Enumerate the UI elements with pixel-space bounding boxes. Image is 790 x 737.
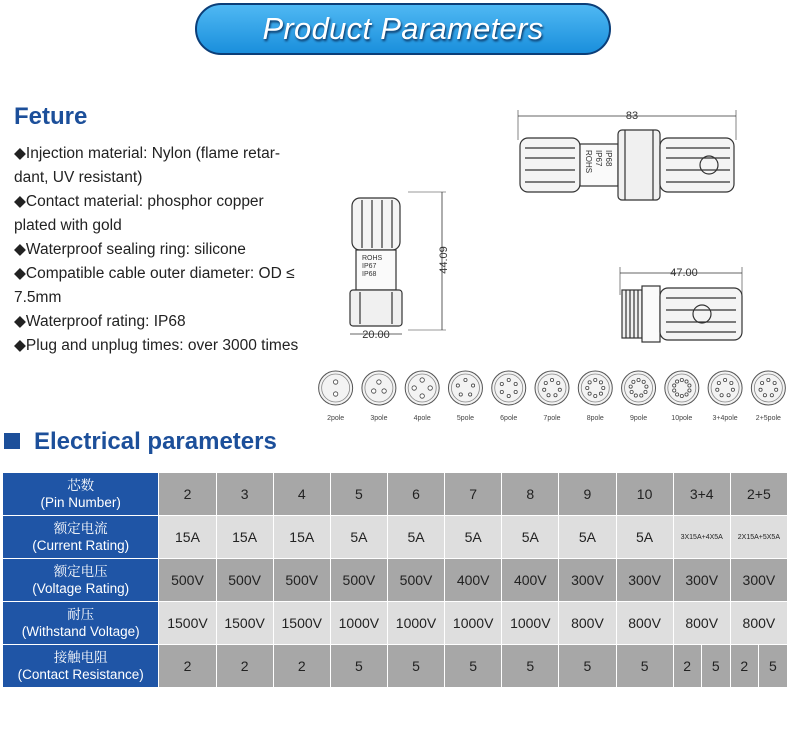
table-cell: 3 xyxy=(216,473,273,516)
pin-contact xyxy=(630,390,633,393)
pin-contact xyxy=(770,394,773,397)
pin-face-icon xyxy=(751,371,785,405)
pin-contact xyxy=(420,394,424,398)
pin-layout-label: 6pole xyxy=(500,415,518,422)
pin-contact xyxy=(412,386,416,390)
marking-ip68-vertical: IP68 xyxy=(362,271,377,278)
pin-contact xyxy=(731,388,734,391)
pin-contact xyxy=(773,381,776,384)
pin-contact xyxy=(544,381,547,384)
table-cell: 300V xyxy=(730,559,787,602)
pin-layout-9pole xyxy=(622,371,656,422)
dim-diameter-label: 20.00 xyxy=(362,329,390,341)
table-cell: 6 xyxy=(387,473,444,516)
table-cell: 300V xyxy=(616,559,673,602)
pin-contact xyxy=(599,381,602,384)
table-cell: 4 xyxy=(273,473,330,516)
table-cell: 800V xyxy=(673,602,730,645)
pin-contact xyxy=(507,378,510,381)
pin-contact xyxy=(514,390,517,393)
marking-rohs: ROHS xyxy=(584,150,593,174)
pin-contact xyxy=(599,392,602,395)
pin-contact xyxy=(629,385,632,388)
table-row-current-rating xyxy=(3,516,788,559)
pin-layout-label: 7pole xyxy=(543,415,561,422)
marking-ip67-vertical: IP67 xyxy=(362,263,377,270)
feature-line: ◆Compatible cable outer diameter: OD ≤ xyxy=(14,265,295,282)
pin-layout-label: 5pole xyxy=(456,415,475,422)
pin-contact xyxy=(464,378,467,381)
dim-length-label: 83 xyxy=(625,110,639,122)
pin-contact xyxy=(727,394,730,397)
pin-contact xyxy=(644,390,647,393)
electrical-title: Electrical parameters xyxy=(34,428,277,455)
pin-layout-4pole xyxy=(405,371,439,422)
table-cell: 500V xyxy=(273,559,330,602)
table-cell: 2 xyxy=(673,645,701,688)
row-header: 额定电压 (Voltage Rating) xyxy=(3,559,159,602)
pin-contact xyxy=(500,382,503,385)
feature-line: ◆Waterproof rating: IP68 xyxy=(14,313,186,330)
table-cell: 5 xyxy=(701,645,730,688)
inline-connector-drawing xyxy=(518,110,736,200)
marking-ip67: IP67 xyxy=(594,150,603,167)
pin-contact xyxy=(550,378,553,381)
pin-contact xyxy=(588,392,591,395)
pin-layout-2+5pole xyxy=(751,371,785,422)
table-cell: 300V xyxy=(559,559,616,602)
feature-line: ◆Injection material: Nylon (flame retar- xyxy=(14,145,281,162)
pin-contact xyxy=(720,394,723,397)
pin-contact xyxy=(588,381,591,384)
table-cell: 500V xyxy=(387,559,444,602)
pin-layout-row xyxy=(314,368,790,428)
pin-layout-label: 9pole xyxy=(629,415,648,422)
pin-contact xyxy=(514,382,517,385)
pin-contact xyxy=(543,388,546,391)
pin-contact xyxy=(372,389,376,393)
pin-layout-5pole xyxy=(448,371,482,422)
pin-contact xyxy=(554,394,557,397)
table-cell: 500V xyxy=(159,559,216,602)
table-cell: 1500V xyxy=(159,602,216,645)
pin-contact xyxy=(673,389,676,392)
table-row-contact-resistance xyxy=(3,645,788,688)
feature-list xyxy=(14,142,326,358)
table-cell: 5 xyxy=(559,645,616,688)
electrical-parameters-table xyxy=(2,472,788,688)
table-cell: 15A xyxy=(216,516,273,559)
pin-layout-2pole xyxy=(319,371,353,422)
table-cell: 1000V xyxy=(387,602,444,645)
pin-layout-label: 3+4pole xyxy=(712,415,738,422)
table-cell: 5A xyxy=(502,516,559,559)
table-cell: 3X15A+4X5A xyxy=(673,516,730,559)
pin-layout-label: 8pole xyxy=(586,415,604,422)
pin-contact xyxy=(459,393,462,396)
table-row-voltage-rating xyxy=(3,559,788,602)
pin-contact xyxy=(642,380,645,383)
table-row-withstand-voltage xyxy=(3,602,788,645)
feature-line: plated with gold xyxy=(14,217,122,234)
table-row-pin-number xyxy=(3,473,788,516)
table-cell: 3+4 xyxy=(673,473,730,516)
table-cell: 5A xyxy=(445,516,502,559)
pin-layout-3pole xyxy=(362,371,396,422)
pin-contact xyxy=(547,394,550,397)
table-cell: 2 xyxy=(273,645,330,688)
table-cell: 7 xyxy=(445,473,502,516)
pin-contact xyxy=(730,381,733,384)
pin-contact xyxy=(558,388,561,391)
table-cell: 8 xyxy=(502,473,559,516)
pin-face-icon xyxy=(665,371,699,405)
table-cell: 15A xyxy=(273,516,330,559)
pin-contact xyxy=(640,394,643,397)
row-header: 芯数 (Pin Number) xyxy=(3,473,159,516)
table-cell: 10 xyxy=(616,473,673,516)
feature-line: ◆Plug and unplug times: over 3000 times xyxy=(14,337,299,354)
row-header: 耐压 (Withstand Voltage) xyxy=(3,602,159,645)
pin-layout-label: 10pole xyxy=(671,415,693,422)
pin-layout-label: 2pole xyxy=(327,415,345,422)
pin-contact xyxy=(775,388,778,391)
table-cell: 800V xyxy=(559,602,616,645)
pin-layout-label: 3pole xyxy=(370,415,388,422)
table-cell: 400V xyxy=(502,559,559,602)
pin-layout-3+4pole xyxy=(708,371,742,422)
table-cell: 500V xyxy=(330,559,387,602)
pin-layout-label: 4pole xyxy=(413,415,431,422)
dim-side-label: 47.00 xyxy=(670,267,698,279)
table-cell: 500V xyxy=(216,559,273,602)
pin-contact xyxy=(333,392,337,396)
pin-contact xyxy=(634,394,637,397)
pin-contact xyxy=(586,386,589,389)
feature-line: ◆Waterproof sealing ring: silicone xyxy=(14,241,246,258)
pin-contact xyxy=(685,380,688,383)
table-cell: 15A xyxy=(159,516,216,559)
pin-contact xyxy=(723,378,726,381)
pin-contact xyxy=(759,388,762,391)
table-cell: 2+5 xyxy=(730,473,787,516)
pin-contact xyxy=(688,384,691,387)
table-cell: 5A xyxy=(387,516,444,559)
pin-contact xyxy=(676,380,679,383)
pin-face-icon xyxy=(492,371,526,405)
table-cell: 5 xyxy=(330,645,387,688)
pin-contact xyxy=(471,384,474,387)
pin-contact xyxy=(632,380,635,383)
pin-face-icon xyxy=(535,371,569,405)
feature-line: ◆Contact material: phosphor copper xyxy=(14,193,264,210)
pin-face-icon xyxy=(319,371,353,405)
pin-contact xyxy=(456,384,459,387)
pin-layout-6pole xyxy=(492,371,526,422)
table-cell: 9 xyxy=(559,473,616,516)
table-cell: 2 xyxy=(216,645,273,688)
pin-contact xyxy=(557,381,560,384)
pin-contact xyxy=(602,386,605,389)
table-cell: 2X15A+5X5A xyxy=(730,516,787,559)
pin-contact xyxy=(594,394,597,397)
table-cell: 300V xyxy=(673,559,730,602)
table-cell: 5A xyxy=(330,516,387,559)
table-cell: 5 xyxy=(330,473,387,516)
pin-contact xyxy=(680,394,683,397)
pin-contact xyxy=(761,381,764,384)
banner-title: Product Parameters xyxy=(262,11,544,46)
table-cell: 2 xyxy=(159,645,216,688)
pin-face-icon xyxy=(362,371,396,405)
pin-face-icon xyxy=(622,371,656,405)
pin-contact xyxy=(594,378,597,381)
product-parameters-banner xyxy=(195,3,611,55)
feature-line: 7.5mm xyxy=(14,289,62,306)
pin-contact xyxy=(645,385,648,388)
pin-contact xyxy=(420,378,424,382)
marking-rohs-vertical: ROHS xyxy=(362,255,383,262)
table-cell: 5 xyxy=(445,645,502,688)
row-header: 接触电阻 (Contact Resistance) xyxy=(3,645,159,688)
pin-contact xyxy=(685,393,688,396)
pin-contact xyxy=(763,394,766,397)
table-cell: 1000V xyxy=(445,602,502,645)
pin-contact xyxy=(428,386,432,390)
pin-face-icon xyxy=(708,371,742,405)
table-cell: 400V xyxy=(445,559,502,602)
dim-height-label: 44.09 xyxy=(438,246,450,274)
table-cell: 1000V xyxy=(330,602,387,645)
table-cell: 2 xyxy=(159,473,216,516)
table-cell: 5 xyxy=(502,645,559,688)
table-cell: 5A xyxy=(616,516,673,559)
pin-contact xyxy=(637,378,640,381)
pin-contact xyxy=(673,384,676,387)
table-cell: 1000V xyxy=(502,602,559,645)
pin-contact xyxy=(676,393,679,396)
pin-contact xyxy=(767,378,770,381)
table-cell: 5 xyxy=(387,645,444,688)
pin-contact xyxy=(507,394,510,397)
feature-line: dant, UV resistant) xyxy=(14,169,143,186)
pin-contact xyxy=(717,381,720,384)
pin-contact xyxy=(469,393,472,396)
pin-layout-8pole xyxy=(578,371,612,422)
table-cell: 800V xyxy=(616,602,673,645)
section-marker xyxy=(4,433,20,449)
pin-contact xyxy=(500,390,503,393)
table-cell: 800V xyxy=(730,602,787,645)
pin-layout-10pole xyxy=(665,371,699,422)
pin-contact xyxy=(333,380,337,384)
pin-layout-7pole xyxy=(535,371,569,422)
pin-contact xyxy=(716,388,719,391)
pin-layout-label: 2+5pole xyxy=(755,415,781,422)
row-header: 额定电流 (Current Rating) xyxy=(3,516,159,559)
pin-contact xyxy=(688,389,691,392)
pin-contact xyxy=(382,389,386,393)
table-cell: 1500V xyxy=(273,602,330,645)
table-cell: 2 xyxy=(730,645,758,688)
table-cell: 5 xyxy=(758,645,787,688)
table-cell: 5A xyxy=(559,516,616,559)
table-cell: 1500V xyxy=(216,602,273,645)
pin-contact xyxy=(377,380,381,384)
feature-title: Feture xyxy=(14,103,88,130)
marking-ip68: IP68 xyxy=(604,150,613,167)
pin-face-icon xyxy=(448,371,482,405)
pin-face-icon xyxy=(405,371,439,405)
table-cell: 5 xyxy=(616,645,673,688)
pin-contact xyxy=(680,378,683,381)
pin-face-icon xyxy=(578,371,612,405)
